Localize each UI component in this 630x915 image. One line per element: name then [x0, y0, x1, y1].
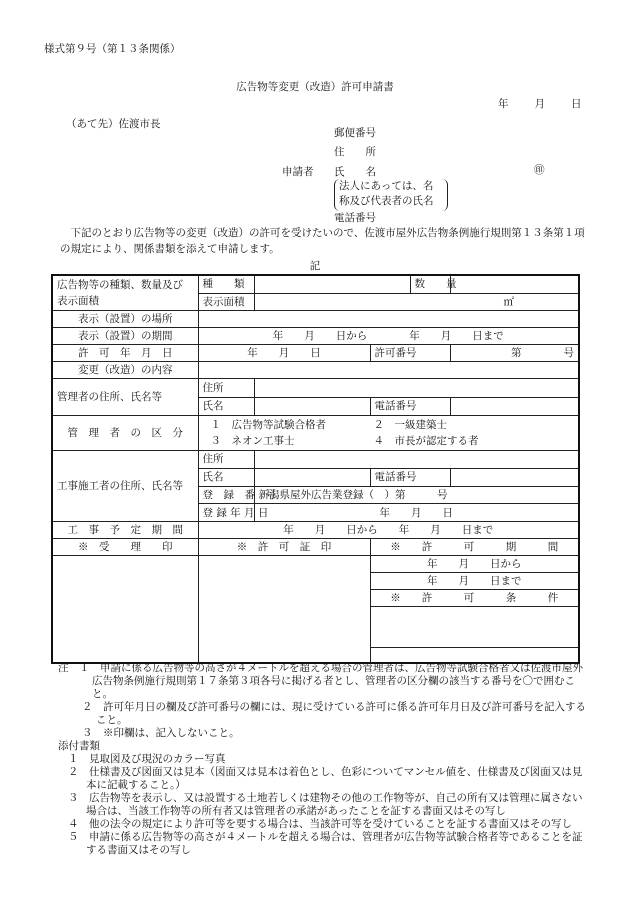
permit-conditions-label: ※ 許 可 条 件: [370, 590, 579, 607]
date-year: 年: [498, 98, 509, 110]
permit-date-label: 許 可 年 月 日: [52, 345, 198, 362]
postal-label: 郵便番号: [334, 127, 376, 139]
manager-address-label: 住所: [198, 379, 254, 398]
work-period-value[interactable]: 年 月 日から 年 月 日まで: [198, 522, 579, 539]
manager-address-value[interactable]: [254, 379, 579, 398]
note-3: ３ ※印欄は、記入しないこと。: [82, 727, 240, 739]
contractor-name-label: 氏名: [198, 468, 254, 486]
table-row: [52, 311, 579, 328]
manager-phone-label: 電話番号: [370, 397, 450, 416]
reg-no-value[interactable]: 新潟県屋外広告業登録（ ）第 号: [254, 486, 579, 504]
manager-class-label: 管 理 者 の 区 分: [52, 416, 198, 451]
addressee: （あて先）佐渡市長: [66, 118, 161, 130]
kind-value[interactable]: [254, 275, 410, 293]
permit-conditions-box: [370, 607, 579, 648]
intro-text: 下記のとおり広告物等の変更（改造）の許可を受けたいので、佐渡市屋外広告物条例施行規則第１３条第１項の規定により、関係書類を添えて申請します。: [60, 227, 585, 255]
permit-no-label: 許可番号: [370, 345, 450, 362]
attachments-title: 添付書類: [58, 740, 100, 752]
area-value[interactable]: ㎡: [254, 293, 579, 311]
work-period-label: 工 事 予 定 期 間: [52, 522, 198, 539]
manager-phone-value[interactable]: [450, 397, 579, 416]
application-table: [51, 274, 580, 664]
name-label: 氏 名: [334, 166, 376, 178]
table-row: [52, 345, 579, 362]
attachment-4: ４ 他の法令の規定により許可等を要する場合は、当該許可等を受けていることを証する書面又はその写し: [68, 818, 572, 830]
table-row: [52, 451, 579, 469]
ki-heading: 記: [309, 260, 321, 272]
permit-period-from: 年 月 日から: [370, 556, 579, 573]
permit-date-value[interactable]: 年 月 日: [198, 345, 370, 362]
change-value[interactable]: [198, 362, 579, 379]
attachment-2: ２ 仕様書及び図面又は見本（図面又は見本は着色とし、色彩についてマンセル値を、仕様書及び図面又は見本に記載すること。）: [68, 766, 583, 791]
table-row: [52, 362, 579, 379]
manager-name-value[interactable]: [254, 397, 370, 416]
reg-no-label: 登 録 番 号: [198, 486, 254, 504]
date-day: 日: [571, 98, 582, 110]
page-title: 広告物等変更（改造）許可申請書: [236, 81, 394, 93]
qty-value[interactable]: [450, 275, 579, 293]
application-date: [498, 98, 582, 111]
receipt-stamp-label: ※ 受 理 印: [52, 539, 198, 556]
manager-name-label: 氏名: [198, 397, 254, 416]
period-value[interactable]: 年 月 日から 年 月 日まで: [198, 328, 579, 345]
change-label: 変更（改造）の内容: [52, 362, 198, 379]
phone-label: 電話番号: [334, 212, 376, 224]
attachment-5: ５ 申請に係る広告物等の高さが４メートルを超える場合は、管理者が広告物等試験合格者等であることを証する書面又はその写し: [68, 831, 583, 856]
permit-stamp-box: [198, 556, 370, 664]
table-row: [52, 556, 579, 573]
corporation-note: [334, 179, 448, 211]
type-qty-area-label: 広告物等の種類、数量及び 表示面積: [52, 275, 198, 311]
seal-mark: ㊞: [534, 164, 545, 176]
place-label: 表示（設置）の場所: [52, 311, 198, 328]
corp-note-line2: 称及び代表者の氏名: [339, 195, 434, 207]
table-row: [52, 522, 579, 539]
permit-no-value[interactable]: 第 号: [450, 345, 579, 362]
area-label: 表示面積: [198, 293, 254, 311]
permit-period-label: ※ 許 可 期 間: [370, 539, 579, 556]
note-1: 注 １ 申請に係る広告物等の高さが４メートルを超える場合の管理者は、広告物等試験合格者又は佐渡市屋外広告物条例施行規則第１７条第３項各号に掲げる者とし、管理者の区分欄の該当する番号を〇で囲むこと。: [58, 662, 583, 700]
manager-class-options[interactable]: １ 広告物等試験合格者 ２ 一級建築士 ３ ネオン工事士 ４ 市長が認定する者: [198, 416, 579, 451]
qty-label: 数 量: [410, 275, 450, 293]
place-value[interactable]: [198, 311, 579, 328]
period-label: 表示（設置）の期間: [52, 328, 198, 345]
reg-date-value[interactable]: 年 月 日: [254, 504, 579, 522]
contractor-phone-value[interactable]: [450, 468, 579, 486]
attachment-1: １ 見取図及び現況のカラー写真: [68, 753, 226, 765]
contractor-address-label: 住所: [198, 451, 254, 469]
table-row: [52, 539, 579, 556]
reg-date-label: 登 録 年 月 日: [198, 504, 254, 522]
form-id: 様式第９号（第１３条関係）: [44, 43, 181, 55]
attachment-3: ３ 広告物等を表示し、又は設置する土地若しくは建物その他の工作物等が、自己の所有又は管理に属さない場合は、当該工作物等の所有者又は管理者の承諾があったことを証する書面又はその写し: [68, 792, 583, 817]
notes-section: [58, 662, 588, 857]
contractor-phone-label: 電話番号: [370, 468, 450, 486]
applicant-label: 申請者: [282, 166, 314, 178]
kind-label: 種 類: [198, 275, 254, 293]
corp-note-line1: 法人にあっては、名: [339, 180, 434, 192]
address-label: 住 所: [334, 146, 376, 158]
table-row: [52, 416, 579, 451]
manager-label: 管理者の住所、氏名等: [52, 379, 198, 416]
receipt-stamp-box: [52, 556, 198, 664]
table-row: [52, 328, 579, 345]
contractor-label: 工事施工者の住所、氏名等: [52, 451, 198, 522]
table-row: [52, 379, 579, 398]
permit-period-to: 年 月 日まで: [370, 573, 579, 590]
date-month: 月: [534, 98, 545, 110]
permit-stamp-label: ※ 許 可 証 印: [198, 539, 370, 556]
contractor-name-value[interactable]: [254, 468, 370, 486]
note-2: ２ 許可年月日の欄及び許可番号の欄には、現に受けている許可に係る許可年月日及び許可番号を記入すること。: [82, 701, 586, 726]
contractor-address-value[interactable]: [254, 451, 579, 469]
table-row: [52, 275, 579, 293]
permit-conditions-box-lower: [370, 648, 579, 664]
